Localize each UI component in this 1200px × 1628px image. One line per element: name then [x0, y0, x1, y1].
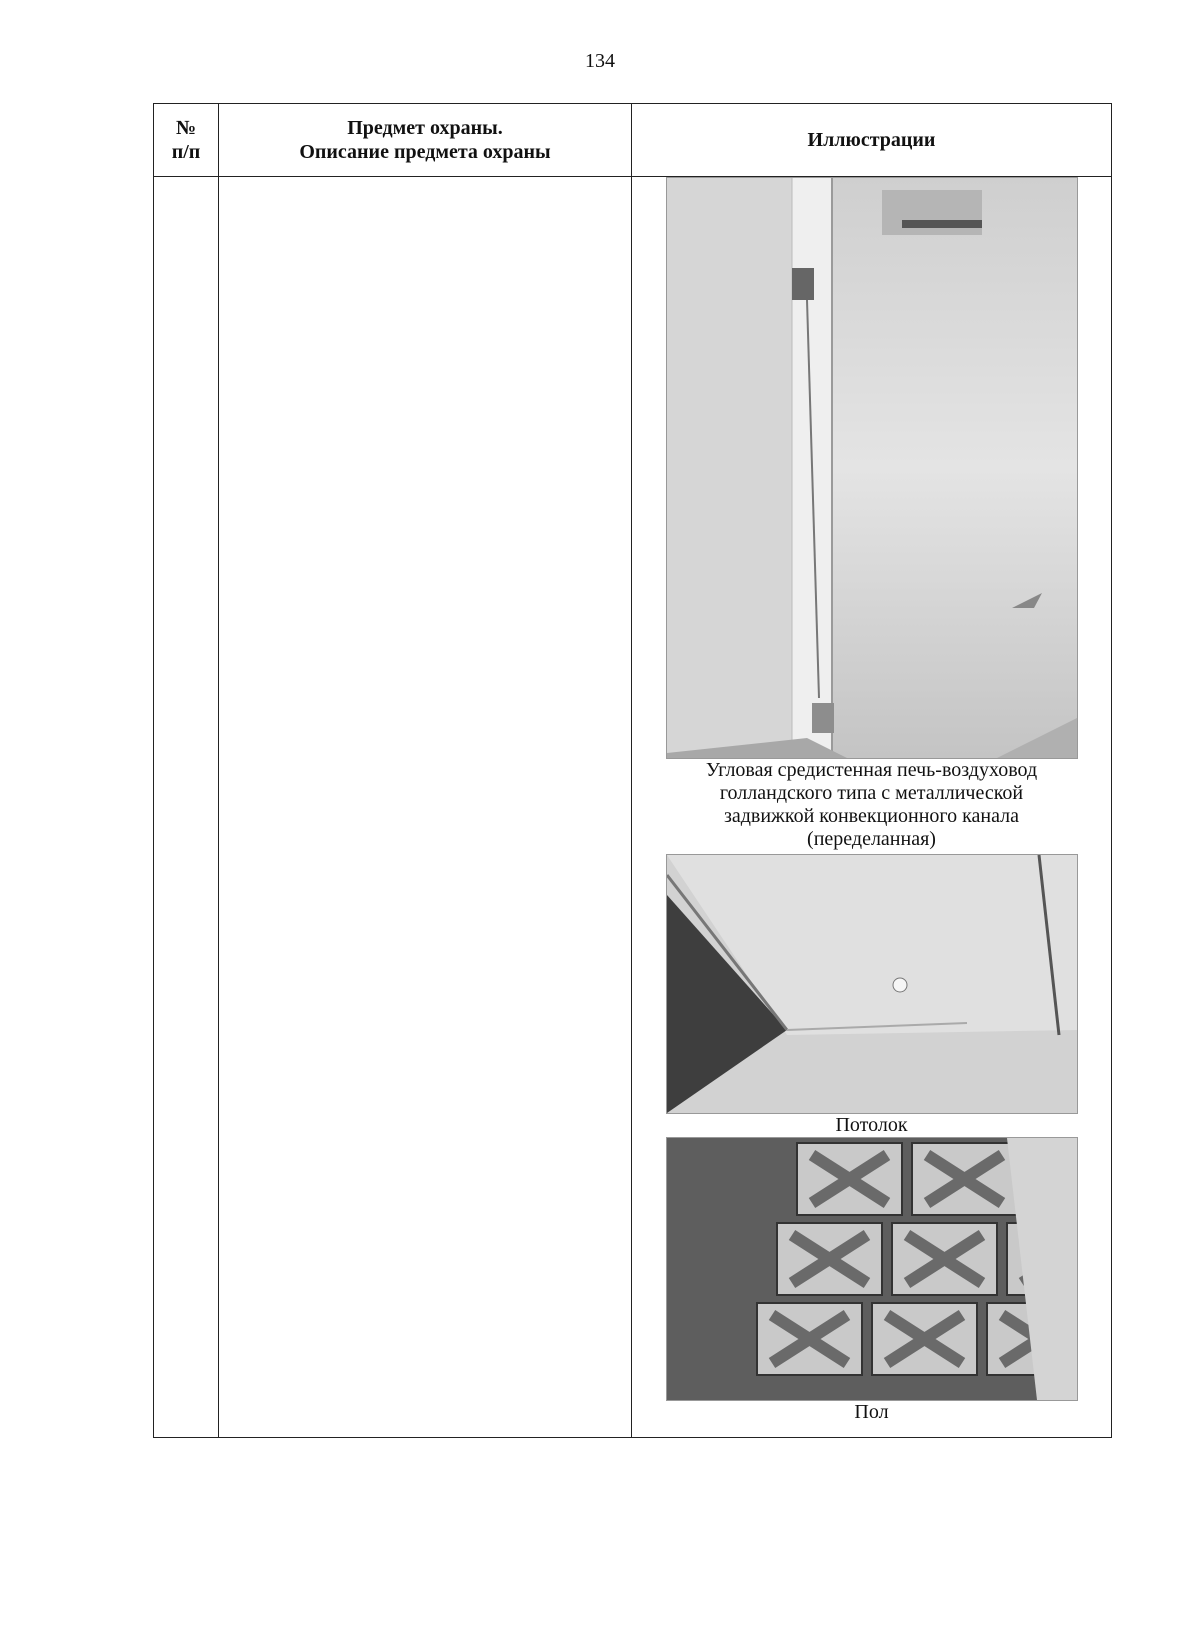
number-cell: [154, 177, 219, 1438]
ceiling-photo: [666, 854, 1078, 1114]
stove-caption-line3: задвижкой конвекционного канала: [723, 805, 1020, 827]
table-row: [154, 177, 1112, 1438]
protection-subject-table: [153, 103, 1112, 1438]
illustrations-cell: [632, 177, 1112, 1438]
stove-photo: [666, 177, 1078, 759]
floor-caption: [632, 1401, 1111, 1424]
header-subject-line2: Описание предмета охраны: [299, 141, 551, 163]
page-number: 134: [585, 50, 615, 72]
header-number-line1: №: [175, 117, 197, 139]
header-number-line2: п/п: [171, 141, 201, 163]
stove-caption-line4: (переделанная): [807, 828, 936, 850]
stove-caption-line2: голландского типа с металлической: [719, 782, 1024, 804]
header-subject-line1: Предмет охраны.: [347, 117, 503, 139]
header-number: [154, 104, 219, 177]
subject-cell: [219, 177, 632, 1438]
ceiling-caption-line1: Потолок: [835, 1114, 908, 1136]
ceiling-caption: [632, 1114, 1111, 1137]
floor-caption-line1: Пол: [854, 1401, 889, 1423]
floor-photo: [666, 1137, 1078, 1401]
stove-caption: [632, 759, 1111, 851]
header-illustrations: Иллюстрации: [632, 104, 1112, 177]
table-header-row: [154, 104, 1112, 177]
header-subject: [219, 104, 632, 177]
stove-caption-line1: Угловая средистенная печь-воздуховод: [705, 759, 1038, 781]
